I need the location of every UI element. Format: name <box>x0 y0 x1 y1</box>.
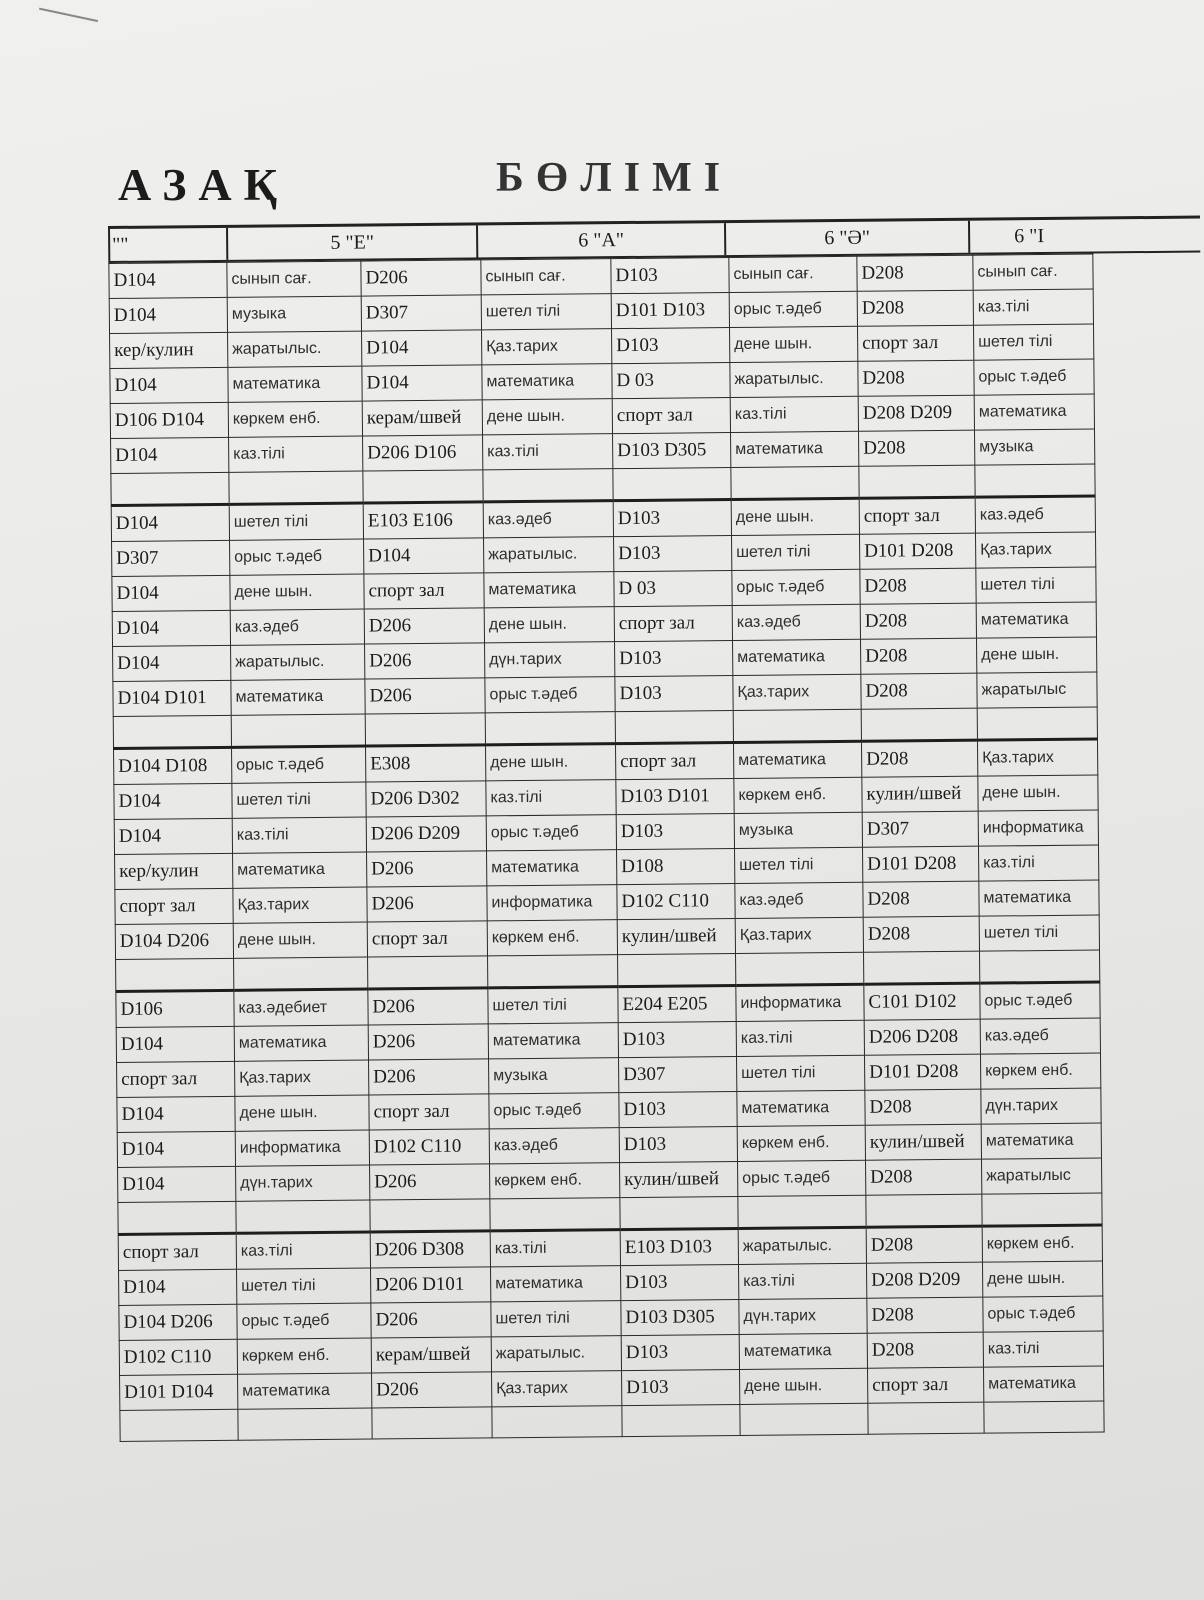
room-cell: E204 E205 <box>618 986 736 1023</box>
subject-cell: каз.тілі <box>490 1230 620 1267</box>
empty-cell <box>488 955 618 988</box>
subject-cell: математика <box>233 852 367 888</box>
subject-cell: Қаз.тарих <box>233 887 367 923</box>
subject-cell: жаратылыс. <box>738 1227 866 1264</box>
subject-cell: дене шын. <box>482 399 612 435</box>
room-cell: D104 <box>109 297 227 333</box>
room-cell: D101 D103 <box>611 293 729 329</box>
subject-cell: шетел тілі <box>237 1268 371 1304</box>
room-cell: E308 <box>366 745 486 782</box>
title-word-1: АЗАҚ <box>118 159 289 210</box>
subject-cell: дүн.тарих <box>236 1165 370 1201</box>
room-cell: D104 D206 <box>115 923 233 959</box>
room-cell: D208 <box>867 1297 983 1333</box>
subject-cell: орыс т.әдеб <box>486 815 616 851</box>
subject-cell: математика <box>482 364 612 400</box>
room-cell: D104 <box>362 365 482 401</box>
room-cell: D101 D104 <box>120 1374 238 1410</box>
room-cell: керам/швей <box>371 1337 491 1373</box>
room-cell: спорт зал <box>857 325 973 361</box>
room-cell: D206 <box>372 1372 492 1408</box>
room-cell: D102 C110 <box>369 1129 489 1165</box>
room-cell: D104 <box>113 645 231 681</box>
subject-cell: көркем енб. <box>980 1053 1100 1089</box>
room-cell: D208 <box>860 603 976 639</box>
subject-cell: шетел тілі <box>973 324 1093 360</box>
empty-cell <box>618 954 736 987</box>
empty-cell <box>490 1198 620 1231</box>
subject-cell: математика <box>974 394 1094 430</box>
room-cell: E103 E106 <box>363 502 483 539</box>
room-cell: D206 <box>361 260 481 296</box>
empty-cell <box>370 1199 490 1232</box>
room-cell: D307 <box>361 295 481 331</box>
subject-cell: сынып сағ. <box>481 259 611 295</box>
empty-cell <box>733 709 861 742</box>
room-cell: D104 D206 <box>119 1304 237 1340</box>
empty-cell <box>736 952 864 985</box>
room-cell: кер/кулин <box>110 332 228 368</box>
room-cell: кулин/швей <box>620 1162 738 1198</box>
subject-cell: орыс т.әдеб <box>485 677 615 713</box>
empty-cell <box>113 715 231 748</box>
subject-cell: орыс т.әдеб <box>974 359 1094 395</box>
room-cell: D 03 <box>614 571 732 607</box>
subject-cell: жаратылыс. <box>491 1336 621 1372</box>
subject-cell: жаратылыс. <box>484 537 614 573</box>
room-cell: D103 <box>613 500 731 537</box>
subject-cell: орыс т.әдеб <box>237 1303 371 1339</box>
room-cell: E103 D103 <box>620 1228 738 1265</box>
subject-cell: каз.әдеб <box>735 882 863 918</box>
room-cell: D103 D101 <box>616 779 734 815</box>
subject-cell: орыс т.әдеб <box>983 1296 1103 1332</box>
subject-cell: көркем енб. <box>737 1125 865 1161</box>
subject-cell: сынып сағ. <box>973 254 1093 290</box>
subject-cell: дене шын. <box>982 1261 1102 1297</box>
room-cell: D106 D104 <box>110 402 228 438</box>
room-cell: D206 D208 <box>864 1019 980 1055</box>
subject-cell: каз.тілі <box>486 780 616 816</box>
subject-cell: шетел тілі <box>979 915 1099 951</box>
room-cell: D104 <box>110 367 228 403</box>
room-cell: D103 <box>611 258 729 294</box>
subject-cell: математика <box>231 679 365 715</box>
subject-cell: дүн.тарих <box>485 642 615 678</box>
subject-cell: дүн.тарих <box>981 1088 1101 1124</box>
room-cell: спорт зал <box>615 743 733 780</box>
subject-cell: математика <box>491 1266 621 1302</box>
room-cell: D101 D208 <box>864 1054 980 1090</box>
subject-cell: математика <box>983 1366 1103 1402</box>
empty-cell <box>861 708 977 741</box>
empty-cell <box>613 468 731 501</box>
room-cell: D103 <box>614 536 732 572</box>
subject-cell: орыс т.әдеб <box>732 569 860 605</box>
subject-cell: математика <box>733 639 861 675</box>
room-cell: D103 D305 <box>621 1299 739 1335</box>
room-cell: D102 C110 <box>119 1339 237 1375</box>
subject-cell: информатика <box>978 810 1098 846</box>
subject-cell: каз.әдебиет <box>234 989 368 1026</box>
room-cell: D208 <box>863 881 979 917</box>
room-cell: спорт зал <box>118 1233 236 1270</box>
room-cell: кер/кулин <box>115 853 233 889</box>
subject-cell: Қаз.тарих <box>492 1371 622 1407</box>
subject-cell: математика <box>234 1025 368 1061</box>
subject-cell: көркем енб. <box>734 777 862 813</box>
room-cell: D 03 <box>612 363 730 399</box>
subject-cell: жаратылыс. <box>228 331 362 367</box>
empty-cell <box>740 1403 868 1435</box>
subject-cell: шетел тілі <box>731 534 859 570</box>
room-cell: D103 <box>615 641 733 677</box>
subject-cell: информатика <box>235 1130 369 1166</box>
room-cell: спорт зал <box>367 921 487 957</box>
subject-cell: музыка <box>734 812 862 848</box>
room-cell: D104 <box>362 330 482 366</box>
room-cell: D104 <box>116 1026 234 1062</box>
empty-cell <box>229 471 363 504</box>
subject-cell: математика <box>976 602 1096 638</box>
room-cell: кулин/швей <box>617 919 735 955</box>
subject-cell: шетел тілі <box>976 567 1096 603</box>
room-cell: D208 D209 <box>858 395 974 431</box>
empty-cell <box>120 1409 238 1441</box>
empty-cell <box>368 956 488 989</box>
empty-cell <box>980 950 1100 983</box>
empty-cell <box>731 466 859 499</box>
room-cell: спорт зал <box>117 1061 235 1097</box>
subject-cell: каз.әдеб <box>230 609 364 645</box>
subject-cell: музыка <box>975 429 1095 465</box>
subject-cell: каз.тілі <box>236 1232 370 1269</box>
room-cell: D104 <box>109 262 227 298</box>
empty-cell <box>977 707 1097 740</box>
subject-cell: Қаз.тарих <box>975 532 1095 568</box>
room-cell: D104 <box>117 1131 235 1167</box>
empty-cell <box>116 958 234 991</box>
subject-cell: орыс т.әдеб <box>232 746 366 783</box>
subject-cell: каз.тілі <box>973 289 1093 325</box>
room-cell: D208 <box>859 430 975 466</box>
subject-cell: шетел тілі <box>737 1055 865 1091</box>
room-cell: D307 <box>112 540 230 576</box>
subject-cell: дене шын. <box>485 744 615 781</box>
subject-cell: Қаз.тарих <box>235 1060 369 1096</box>
subject-cell: дене шын. <box>233 922 367 958</box>
subject-cell: орыс т.әдеб <box>230 539 364 575</box>
room-cell: D206 <box>364 608 484 644</box>
subject-cell: каз.әдеб <box>732 604 860 640</box>
empty-cell <box>372 1407 492 1439</box>
room-cell: D206 <box>368 988 488 1025</box>
empty-cell <box>231 714 365 747</box>
empty-cell <box>363 470 483 503</box>
room-cell: спорт зал <box>614 606 732 642</box>
page-title <box>118 155 818 218</box>
title-word-2: БӨЛІМІ <box>496 155 733 201</box>
subject-cell: шетел тілі <box>229 503 363 540</box>
room-cell: D101 D208 <box>862 846 978 882</box>
room-cell: керам/швей <box>362 400 482 436</box>
room-cell: D104 <box>119 1269 237 1305</box>
room-cell: D104 <box>118 1166 236 1202</box>
subject-cell: каз.тілі <box>232 817 366 853</box>
room-cell: спорт зал <box>612 398 730 434</box>
room-cell: спорт зал <box>364 573 484 609</box>
subject-cell: математика <box>484 572 614 608</box>
empty-cell <box>864 951 980 984</box>
room-cell: D206 D101 <box>371 1267 491 1303</box>
room-cell: D103 <box>621 1334 739 1370</box>
room-cell: D307 <box>619 1057 737 1093</box>
subject-cell: каз.әдеб <box>489 1128 619 1164</box>
room-cell: D206 <box>367 851 487 887</box>
room-cell: D208 <box>858 360 974 396</box>
subject-cell: математика <box>737 1090 865 1126</box>
room-cell: D103 <box>622 1369 740 1405</box>
room-cell: D208 <box>857 255 973 291</box>
schedule-grid <box>108 254 1104 1442</box>
subject-cell: каз.тілі <box>738 1263 866 1299</box>
room-cell: D208 <box>865 1089 981 1125</box>
empty-cell <box>492 1406 622 1438</box>
room-cell: D208 <box>866 1159 982 1195</box>
subject-cell: каз.әдеб <box>483 501 613 538</box>
empty-cell <box>485 712 615 745</box>
room-cell: D103 <box>612 328 730 364</box>
subject-cell: каз.тілі <box>229 436 363 472</box>
room-cell: D206 <box>369 1059 489 1095</box>
subject-cell: каз.тілі <box>983 1331 1103 1367</box>
subject-cell: жаратылыс. <box>231 644 365 680</box>
room-cell: D103 <box>618 1022 736 1058</box>
room-cell: D103 <box>619 1127 737 1163</box>
subject-cell: каз.тілі <box>730 396 858 432</box>
subject-cell: көркем енб. <box>228 401 362 437</box>
room-cell: D103 D305 <box>613 433 731 469</box>
subject-cell: орыс т.әдеб <box>729 291 857 327</box>
empty-cell <box>982 1193 1102 1226</box>
empty-cell <box>238 1408 372 1440</box>
room-cell: D104 <box>114 783 232 819</box>
empty-cell <box>111 472 229 505</box>
empty-cell <box>975 464 1095 497</box>
empty-cell <box>859 465 975 498</box>
room-cell: D106 <box>116 990 234 1027</box>
subject-cell: көркем енб. <box>487 920 617 956</box>
room-cell: C101 D102 <box>864 983 980 1020</box>
subject-cell: математика <box>733 741 861 778</box>
empty-cell <box>620 1196 738 1229</box>
room-cell: D102 C110 <box>617 884 735 920</box>
subject-cell: сынып сағ. <box>729 256 857 292</box>
subject-cell: орыс т.әдеб <box>489 1093 619 1129</box>
empty-cell <box>234 957 368 990</box>
room-cell: D101 D208 <box>859 533 975 569</box>
subject-cell: математика <box>979 880 1099 916</box>
room-cell: D208 <box>861 638 977 674</box>
room-cell: D208 D209 <box>866 1262 982 1298</box>
empty-cell <box>365 713 485 746</box>
subject-cell: дүн.тарих <box>739 1298 867 1334</box>
subject-cell: информатика <box>736 984 864 1021</box>
room-cell: D208 <box>863 916 979 952</box>
room-cell: спорт зал <box>867 1367 983 1403</box>
empty-cell <box>984 1401 1104 1433</box>
room-cell: D103 <box>615 676 733 712</box>
subject-cell: математика <box>228 366 362 402</box>
room-cell: D103 <box>619 1092 737 1128</box>
subject-cell: каз.тілі <box>978 845 1098 881</box>
room-cell: D103 <box>616 814 734 850</box>
subject-cell: сынып сағ. <box>227 261 361 297</box>
room-cell: D104 <box>114 818 232 854</box>
subject-cell: орыс т.әдеб <box>738 1160 866 1196</box>
subject-cell: шетел тілі <box>488 987 618 1024</box>
subject-cell: дене шын. <box>976 637 1096 673</box>
empty-cell <box>866 1194 982 1227</box>
room-cell: D104 <box>111 437 229 473</box>
subject-cell: жаратылыс. <box>730 361 858 397</box>
subject-cell: шетел тілі <box>491 1301 621 1337</box>
room-cell: D206 <box>365 678 485 714</box>
room-cell: D206 D209 <box>366 816 486 852</box>
room-cell: D208 <box>861 740 977 777</box>
room-cell: D206 <box>365 643 485 679</box>
empty-cell <box>236 1200 370 1233</box>
room-cell: спорт зал <box>369 1094 489 1130</box>
room-cell: D208 <box>867 1332 983 1368</box>
room-cell: D104 <box>117 1096 235 1132</box>
room-cell: D104 <box>364 538 484 574</box>
header-class-6a: 6 "А" <box>476 223 724 257</box>
empty-cell <box>483 469 613 502</box>
header-class-6ae: 6 "Ә" <box>724 221 968 255</box>
room-cell: D104 <box>111 504 229 541</box>
room-cell: D208 <box>860 568 976 604</box>
subject-cell: Қаз.тарих <box>482 329 612 365</box>
room-cell: D208 <box>857 290 973 326</box>
header-class-6i: 6 "І <box>968 220 1088 253</box>
subject-cell: каз.әдеб <box>980 1018 1100 1054</box>
room-cell: спорт зал <box>115 888 233 924</box>
subject-cell: Қаз.тарих <box>733 674 861 710</box>
empty-cell <box>615 711 733 744</box>
subject-cell: дене шын. <box>731 498 859 535</box>
subject-cell: музыка <box>489 1058 619 1094</box>
subject-cell: математика <box>981 1123 1101 1159</box>
room-cell: D206 <box>367 886 487 922</box>
room-cell: кулин/швей <box>862 776 978 812</box>
header-corner: "" <box>108 228 226 261</box>
room-cell: D104 <box>112 575 230 611</box>
header-class-5e: 5 "Е" <box>226 225 476 259</box>
room-cell: кулин/швей <box>865 1124 981 1160</box>
room-cell: D206 <box>370 1164 490 1200</box>
subject-cell: шетел тілі <box>481 294 611 330</box>
subject-cell: каз.тілі <box>483 434 613 470</box>
room-cell: D208 <box>861 673 977 709</box>
subject-cell: дене шын. <box>740 1368 868 1404</box>
room-cell: D206 D308 <box>370 1231 490 1268</box>
room-cell: D206 D302 <box>366 781 486 817</box>
subject-cell: каз.тілі <box>736 1020 864 1056</box>
empty-cell <box>622 1404 740 1436</box>
subject-cell: шетел тілі <box>735 847 863 883</box>
subject-cell: математика <box>739 1333 867 1369</box>
room-cell: D104 <box>112 610 230 646</box>
subject-cell: шетел тілі <box>232 782 366 818</box>
subject-cell: көркем енб. <box>982 1225 1102 1262</box>
room-cell: D307 <box>862 811 978 847</box>
subject-cell: каз.әдеб <box>975 496 1095 533</box>
subject-cell: дене шын. <box>235 1095 369 1131</box>
room-cell: D104 D108 <box>114 747 232 784</box>
room-cell: D208 <box>866 1226 982 1263</box>
subject-cell: математика <box>238 1373 372 1409</box>
subject-cell: жаратылыс <box>981 1158 1101 1194</box>
subject-cell: дене шын. <box>484 607 614 643</box>
subject-cell: орыс т.әдеб <box>980 982 1100 1019</box>
room-cell: D103 <box>621 1264 739 1300</box>
subject-cell: Қаз.тарих <box>735 917 863 953</box>
room-cell: D206 <box>368 1024 488 1060</box>
empty-cell <box>118 1201 236 1234</box>
schedule-table <box>108 216 1204 1442</box>
room-cell: D108 <box>617 849 735 885</box>
subject-cell: музыка <box>227 296 361 332</box>
room-cell: спорт зал <box>859 497 975 534</box>
subject-cell: информатика <box>487 885 617 921</box>
subject-cell: көркем енб. <box>490 1163 620 1199</box>
subject-cell: математика <box>487 850 617 886</box>
empty-cell <box>868 1402 984 1434</box>
room-cell: D206 D106 <box>363 435 483 471</box>
subject-cell: дене шын. <box>230 574 364 610</box>
subject-cell: Қаз.тарих <box>977 739 1097 776</box>
subject-cell: дене шын. <box>978 775 1098 811</box>
subject-cell: көркем енб. <box>237 1338 371 1374</box>
subject-cell: математика <box>488 1023 618 1059</box>
empty-cell <box>738 1195 866 1228</box>
subject-cell: жаратылыс <box>977 672 1097 708</box>
subject-cell: дене шын. <box>730 326 858 362</box>
room-cell: D206 <box>371 1302 491 1338</box>
room-cell: D104 D101 <box>113 680 231 716</box>
subject-cell: математика <box>731 431 859 467</box>
